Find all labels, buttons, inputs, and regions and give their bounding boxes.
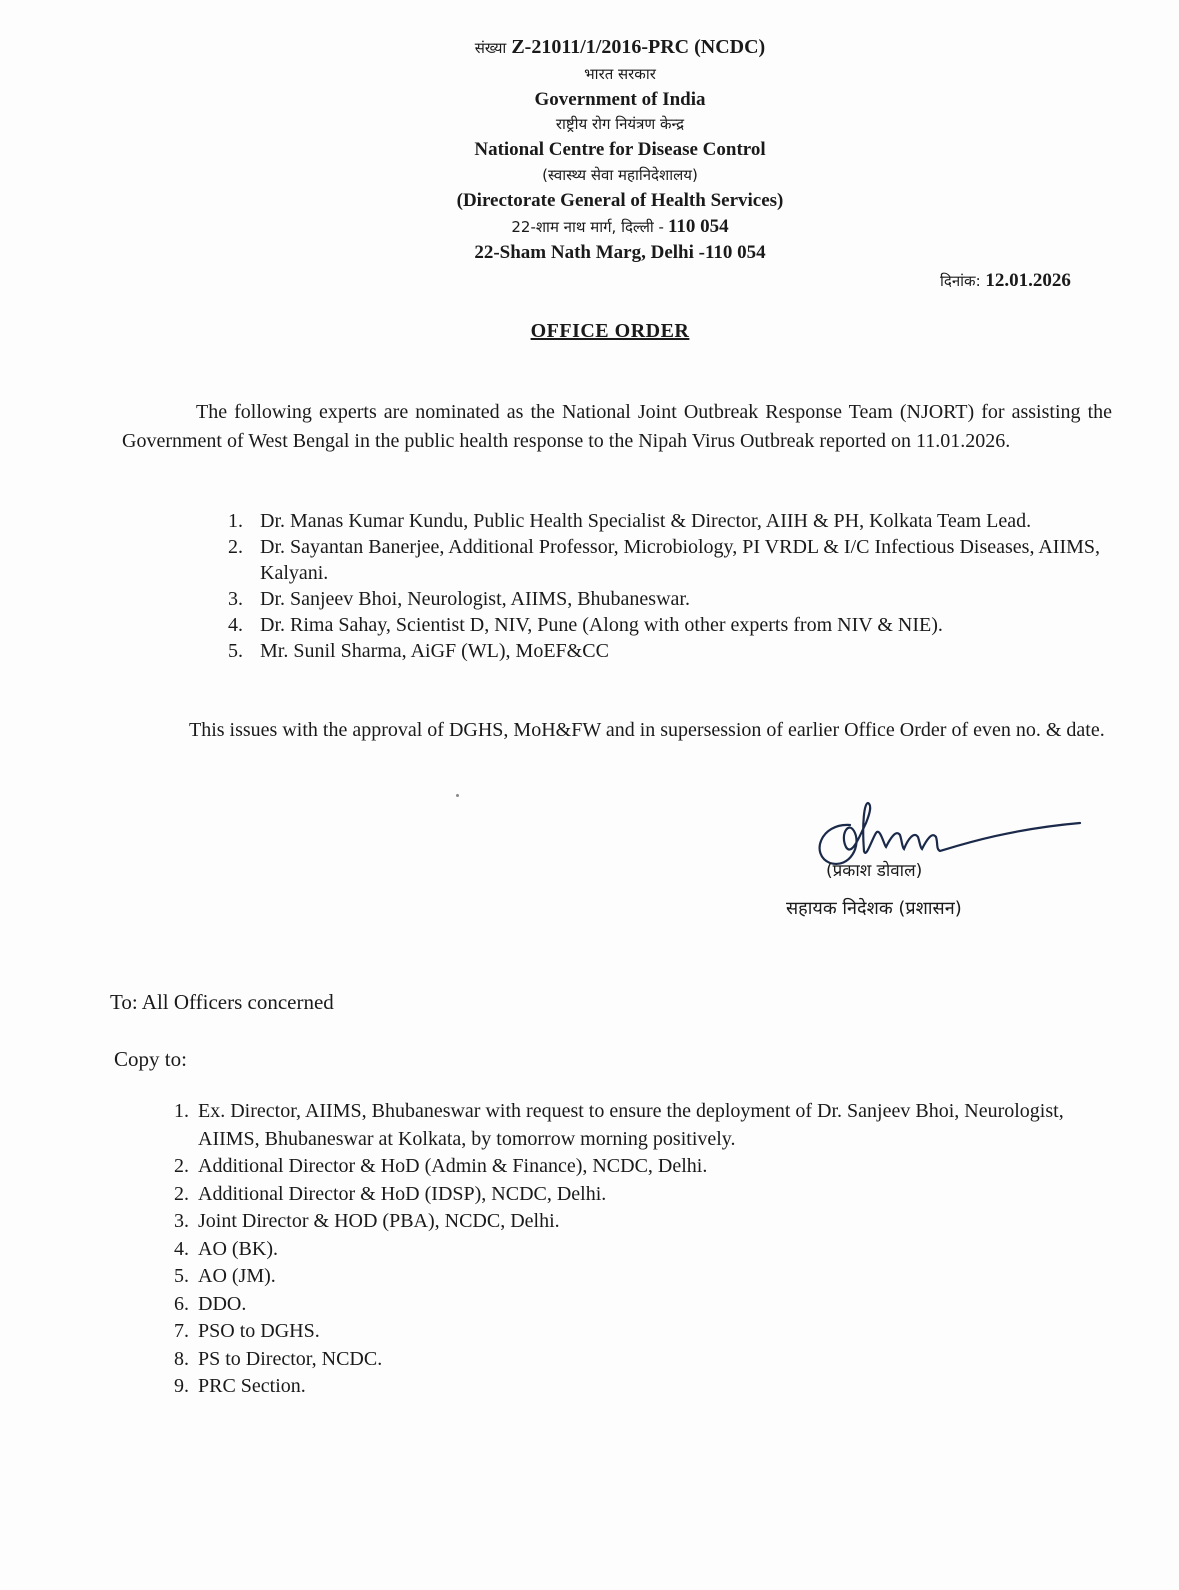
item-number: 4. <box>228 614 243 636</box>
copy-to-item <box>174 1263 1074 1291</box>
reference-prefix: संख्या <box>474 39 507 57</box>
signatory-name: (प्रकाश डोवाल) <box>826 861 923 881</box>
date-label: दिनांक: <box>940 272 981 290</box>
approval-paragraph: This issues with the approval of DGHS, MoH&FW and in supersession of earlier Office Order of even no. & date. <box>189 719 1105 741</box>
item-number: 5. <box>228 640 243 662</box>
item-text: Dr. Sanjeev Bhoi, Neurologist, AIIMS, Bhubaneswar. <box>260 588 690 610</box>
nominee-item <box>228 534 1108 586</box>
item-number: 2. <box>174 1155 189 1177</box>
item-number: 3. <box>174 1210 189 1232</box>
centre-hindi: राष्ट्रीय रोग नियंत्रण केन्द्र <box>555 115 685 133</box>
date-line <box>940 270 1071 292</box>
address-hindi-pin: 110 054 <box>667 216 729 237</box>
copy-to-item <box>174 1181 1074 1209</box>
reference-number: Z-21011/1/2016-PRC (NCDC) <box>511 36 766 58</box>
date-value: 12.01.2026 <box>985 270 1071 291</box>
item-text: Mr. Sunil Sharma, AiGF (WL), MoEF&CC <box>260 640 609 662</box>
item-text: AO (BK). <box>198 1237 278 1260</box>
item-text: PRC Section. <box>198 1375 306 1397</box>
item-number: 5. <box>174 1265 189 1287</box>
item-text: PSO to DGHS. <box>198 1320 320 1342</box>
nominee-item <box>228 508 1108 534</box>
dghs-english: (Directorate General of Health Services) <box>456 190 784 211</box>
copy-to-item <box>174 1153 1074 1181</box>
item-text: DDO. <box>198 1292 247 1315</box>
item-text: Dr. Manas Kumar Kundu, Public Health Specialist & Director, AIIH & PH, Kolkata Team Lead. <box>260 510 1032 532</box>
address-hindi <box>300 216 940 238</box>
office-order-title: OFFICE ORDER <box>530 320 690 342</box>
copy-to-item <box>174 1346 1074 1374</box>
nominee-item <box>228 612 1108 638</box>
nominee-item <box>228 586 1108 612</box>
dghs-hindi: (स्वास्थ्य सेवा महानिदेशालय) <box>542 166 698 184</box>
item-text: Dr. Rima Sahay, Scientist D, NIV, Pune (Along with other experts from NIV & NIE). <box>260 614 943 636</box>
item-number: 7. <box>174 1320 189 1342</box>
copy-to-item <box>174 1318 1074 1346</box>
copy-to-item <box>174 1373 1074 1401</box>
copy-to-item <box>174 1208 1074 1236</box>
item-text: Ex. Director, AIIMS, Bhubaneswar with request to ensure the deployment of Dr. Sanjeev Bhoi, Neurologist, AIIMS, Bhubaneswar at Kolkata, by tomorrow morning positively. <box>198 1100 1064 1150</box>
copy-to-item <box>174 1098 1074 1153</box>
item-number: 3. <box>228 588 243 610</box>
copy-to-item <box>174 1291 1074 1319</box>
item-number: 9. <box>174 1375 189 1397</box>
nominee-list <box>228 508 1108 664</box>
scan-speck <box>456 794 459 797</box>
copy-to-item <box>174 1236 1074 1264</box>
reference-number-line <box>300 36 940 59</box>
item-number: 6. <box>174 1292 189 1315</box>
item-number: 1. <box>174 1100 189 1122</box>
item-text: Additional Director & HoD (Admin & Finance), NCDC, Delhi. <box>198 1155 708 1177</box>
govt-english: Government of India <box>534 89 706 110</box>
item-number: 8. <box>174 1347 189 1370</box>
nominee-item <box>228 638 1108 664</box>
copy-to-label: Copy to: <box>114 1047 187 1071</box>
govt-hindi: भारत सरकार <box>584 65 656 83</box>
address-hindi-text: 22-शाम नाथ मार्ग, दिल्ली - <box>511 218 664 236</box>
item-text: AO (JM). <box>198 1265 276 1287</box>
item-number: 1. <box>228 510 243 532</box>
signatory-designation: सहायक निदेशक (प्रशासन) <box>786 898 962 919</box>
copy-to-list <box>174 1098 1074 1401</box>
address-english: 22-Sham Nath Marg, Delhi -110 054 <box>474 242 766 263</box>
item-number: 4. <box>174 1237 189 1260</box>
item-number: 2. <box>228 536 243 558</box>
to-line: To: All Officers concerned <box>110 990 334 1014</box>
item-text: Additional Director & HoD (IDSP), NCDC, Delhi. <box>198 1182 607 1205</box>
item-text: Joint Director & HOD (PBA), NCDC, Delhi. <box>198 1210 560 1232</box>
item-number: 2. <box>174 1182 189 1205</box>
intro-paragraph: The following experts are nominated as the National Joint Outbreak Response Team (NJORT) for assisting the Government of West Bengal in the public health response to the Nipah Virus Outbreak reported on 11.01.2026. <box>122 401 1112 452</box>
item-text: Dr. Sayantan Banerjee, Additional Professor, Microbiology, PI VRDL & I/C Infectious Diseases, AIIMS, Kalyani. <box>260 536 1101 584</box>
centre-english: National Centre for Disease Control <box>474 139 766 160</box>
item-text: PS to Director, NCDC. <box>198 1347 383 1370</box>
